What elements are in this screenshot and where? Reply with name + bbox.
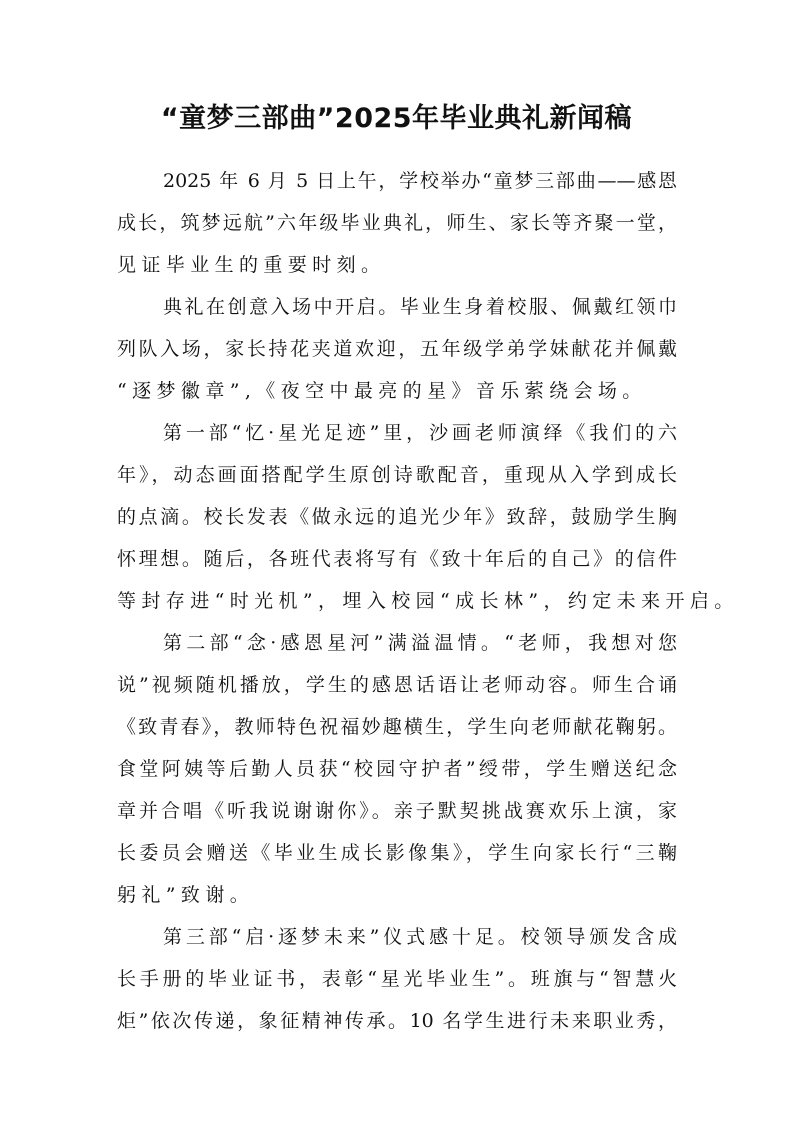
text-line: 食堂阿姨等后勤人员获“校园守护者”绶带，学生赠送纪念	[117, 758, 677, 780]
text-line: 说”视频随机播放，学生的感恩话语让老师动容。师生合诵	[117, 674, 677, 696]
text-line: 躬礼”致谢。	[117, 884, 255, 906]
text-line: 长委员会赠送《毕业生成长影像集》，学生向家长行“三鞠	[117, 842, 677, 864]
text-line: 《致青春》，教师特色祝福妙趣横生，学生向老师献花鞠躬。	[117, 716, 677, 738]
text-line: 长手册的毕业证书，表彰“星光毕业生”。班旗与“智慧火	[117, 968, 677, 990]
text-line: “逐梦徽章”,《夜空中最亮的星》音乐萦绕会场。	[117, 380, 647, 402]
paragraph	[117, 286, 677, 412]
paragraph	[117, 412, 739, 622]
paragraph	[117, 916, 677, 1042]
text-line: 怀理想。随后，各班代表将写有《致十年后的自己》的信件	[117, 548, 677, 570]
text-line: 等封存进“时光机”，埋入校园“成长林”，约定未来开启。	[117, 590, 739, 612]
text-line: 列队入场，家长持花夹道欢迎，五年级学弟学妹献花并佩戴	[117, 338, 677, 360]
text-line: 第一部“忆·星光足迹”里，沙画老师演绎《我们的六	[163, 422, 677, 444]
text-line: 年》，动态画面搭配学生原创诗歌配音，重现从入学到成长	[117, 464, 677, 486]
text-line: 的点滴。校长发表《做永远的追光少年》致辞，鼓励学生胸	[117, 506, 677, 528]
text-line: 炬”依次传递，象征精神传承。10 名学生进行未来职业秀，	[117, 1010, 677, 1032]
text-line: 章并合唱《听我说谢谢你》。亲子默契挑战赛欢乐上演，家	[117, 800, 677, 822]
text-line: 见证毕业生的重要时刻。	[117, 254, 386, 276]
paragraph	[117, 622, 677, 916]
text-line: 典礼在创意入场中开启。毕业生身着校服、佩戴红领巾	[163, 296, 677, 318]
document-body	[117, 160, 739, 1042]
text-line: 第三部“启·逐梦未来”仪式感十足。校领导颁发含成	[163, 926, 677, 948]
text-line: 第二部“念·感恩星河”满溢温情。“老师，我想对您	[163, 632, 677, 654]
document-title: “童梦三部曲”2025年毕业典礼新闻稿	[160, 103, 633, 134]
text-line: 2025 年 6 月 5 日上午，学校举办“童梦三部曲——感恩	[163, 170, 677, 192]
text-line: 成长，筑梦远航”六年级毕业典礼，师生、家长等齐聚一堂，	[117, 212, 677, 234]
paragraph	[117, 160, 677, 286]
